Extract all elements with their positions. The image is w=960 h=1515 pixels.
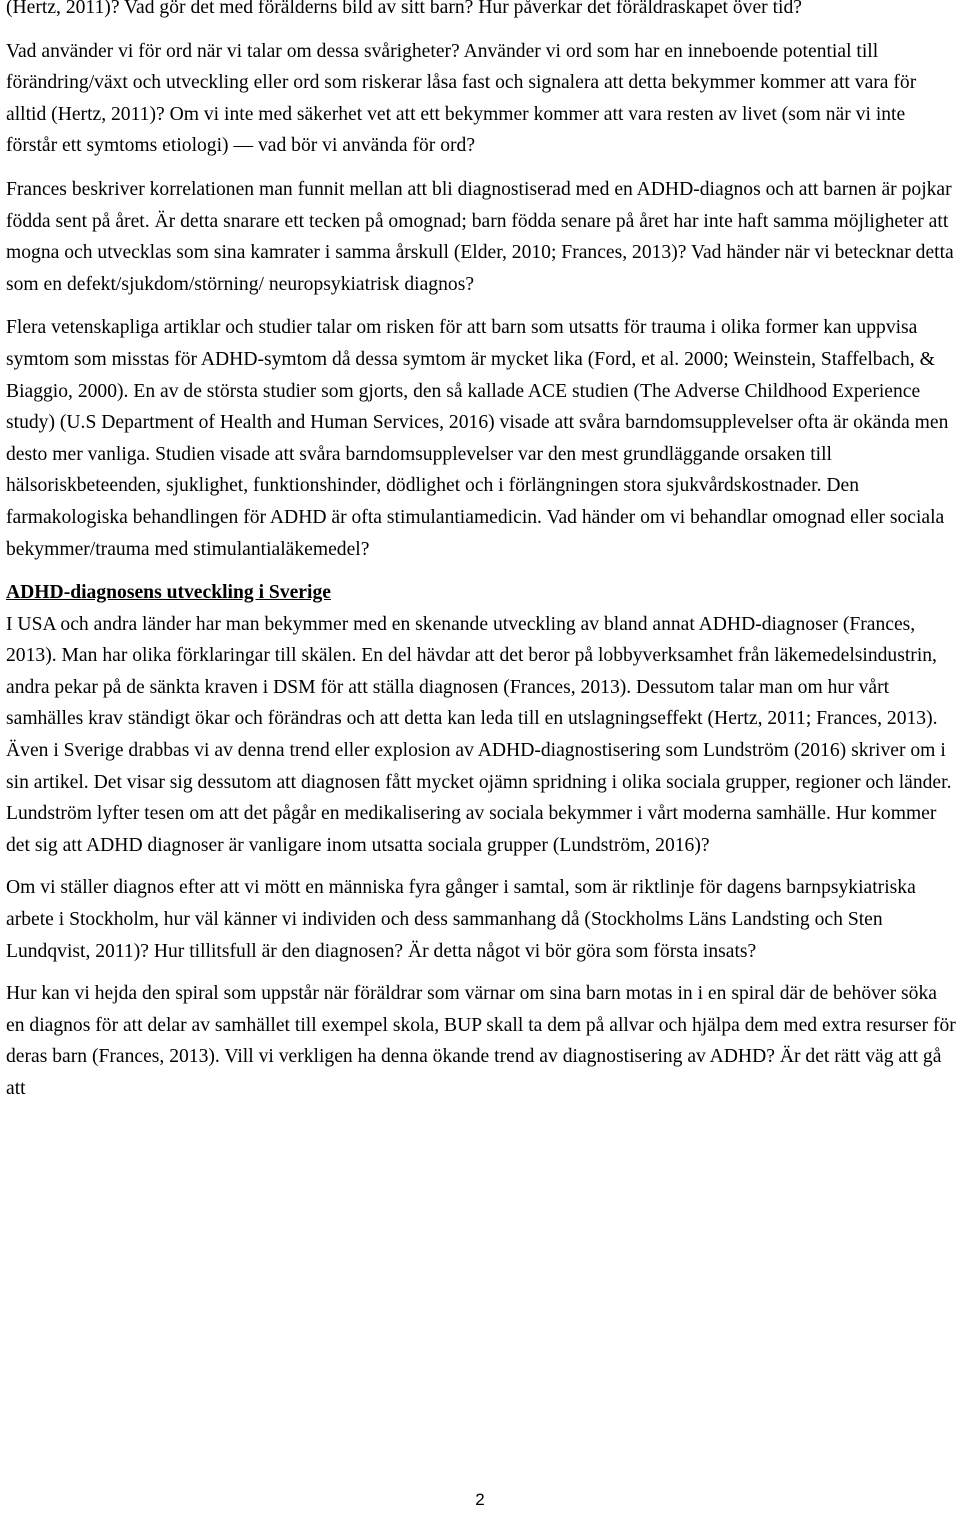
section-heading: ADHD-diagnosens utveckling i Sverige [6,582,331,604]
paragraph-spiral: Hur kan vi hejda den spiral som uppstår när föräldrar som värnar om sina barn motas in i en spiral där de behöver söka en diagnos för att delar av samhället till exempel skola, BUP skall ta dem på allvar och hjälpa dem med extra resurser för deras barn (Frances, 2013). Vill vi verkligen ha denna ökande trend av diagnostisering av ADHD? Är det rätt väg att gå att [6,983,956,1099]
paragraph-words: Vad använder vi för ord när vi talar om dessa svårigheter? Använder vi ord som har en inneboende potential till förändring/växt och utveckling eller ord som riskerar låsa fast och signalera att detta bekymmer kommer att vara för alltid (Hertz, 2011)? Om vi inte med säkerhet vet att ett bekymmer kommer att vara resten av livet (som när vi inte förstår ett symtoms etiologi) ― vad bör vi använda för ord? [6,40,917,157]
paragraph-sweden: Även i Sverige drabbas vi av denna trend eller explosion av ADHD-diagnostisering som Lundström (2016) skriver om i sin artikel. Det visar sig dessutom att diagnosen fått mycket ojämn spridning i olika sociala grupper, regioner och länder. Lundström lyfter tesen om att det pågår en medikalisering av sociala bekymmer i vårt moderna samhälle. Hur kommer det sig att ADHD diagnoser är vanligare inom utsatta sociala grupper (Lundström, 2016)? [6,740,952,856]
paragraph-trauma: Flera vetenskapliga artiklar och studier talar om risken för att barn som utsatts för trauma i olika former kan uppvisa symtom som misstas för ADHD-symtom då dessa symtom är mycket lika (Ford, et al. 2000; Weinstein, Staffelbach, & Biaggio, 2000). En av de största studier som gjorts, den så kallade ACE studien (The Adverse Childhood Experience study) (U.S Department of Health and Human Services, 2016) visade att svåra barndomsupplevelser ofta är okända men desto mer vanliga. Studien visade att svåra barndomsupplevelser var den mest grundläggande orsaken till hälsoriskbeteenden, sjuklighet, funktionshinder, dödlighet och i förlängningen stora sjukvårdskostnader. Den farmakologiska behandlingen för ADHD är ofta stimulantiamedicin. Vad händer om vi behandlar omognad eller sociala bekymmer/trauma med stimulantialäkemedel? [6,317,949,560]
page-number: 2 [475,1490,485,1509]
paragraph-diagnosis-meetings: Om vi ställer diagnos efter att vi mött en människa fyra gånger i samtal, som är riktlinje för dagens barnpsykiatriska arbete i Stockholm, hur väl känner vi individen och dess sammanhang då (Stockholms Läns Landsting och Sten Lundqvist, 2011)? Hur tillitsfull är den diagnosen? Är detta något vi bör göra som första insats? [6,877,916,962]
document-page [6,0,958,1105]
paragraph-intro: (Hertz, 2011)? Vad gör det med förälderns bild av sitt barn? Hur påverkar det föräldraskapet över tid? [6,0,802,18]
paragraph-frances: Frances beskriver korrelationen man funnit mellan att bli diagnostiserad med en ADHD-diagnos och att barnen är pojkar födda sent på året. Är detta snarare ett tecken på omognad; barn födda senare på året har inte haft samma möjligheter att mogna och utvecklas som sina kamrater i samma årskull (Elder, 2010; Frances, 2013)? Vad händer när vi betecknar detta som en defekt/sjukdom/störning/ neuropsykiatrisk diagnos? [6,178,954,295]
paragraph-usa: I USA och andra länder har man bekymmer med en skenande utveckling av bland annat ADHD-diagnoser (Frances, 2013). Man har olika förklaringar till skälen. En del hävdar att det beror på lobbyverksamhet från läkemedelsindustrin, andra pekar på de sänkta kraven i DSM för att ställa diagnosen (Frances, 2013). Dessutom talar man om hur vårt samhälles krav ständigt ökar och förändras och att detta kan leda till en utslagningseffekt (Hertz, 2011; Frances, 2013). [6,613,938,730]
